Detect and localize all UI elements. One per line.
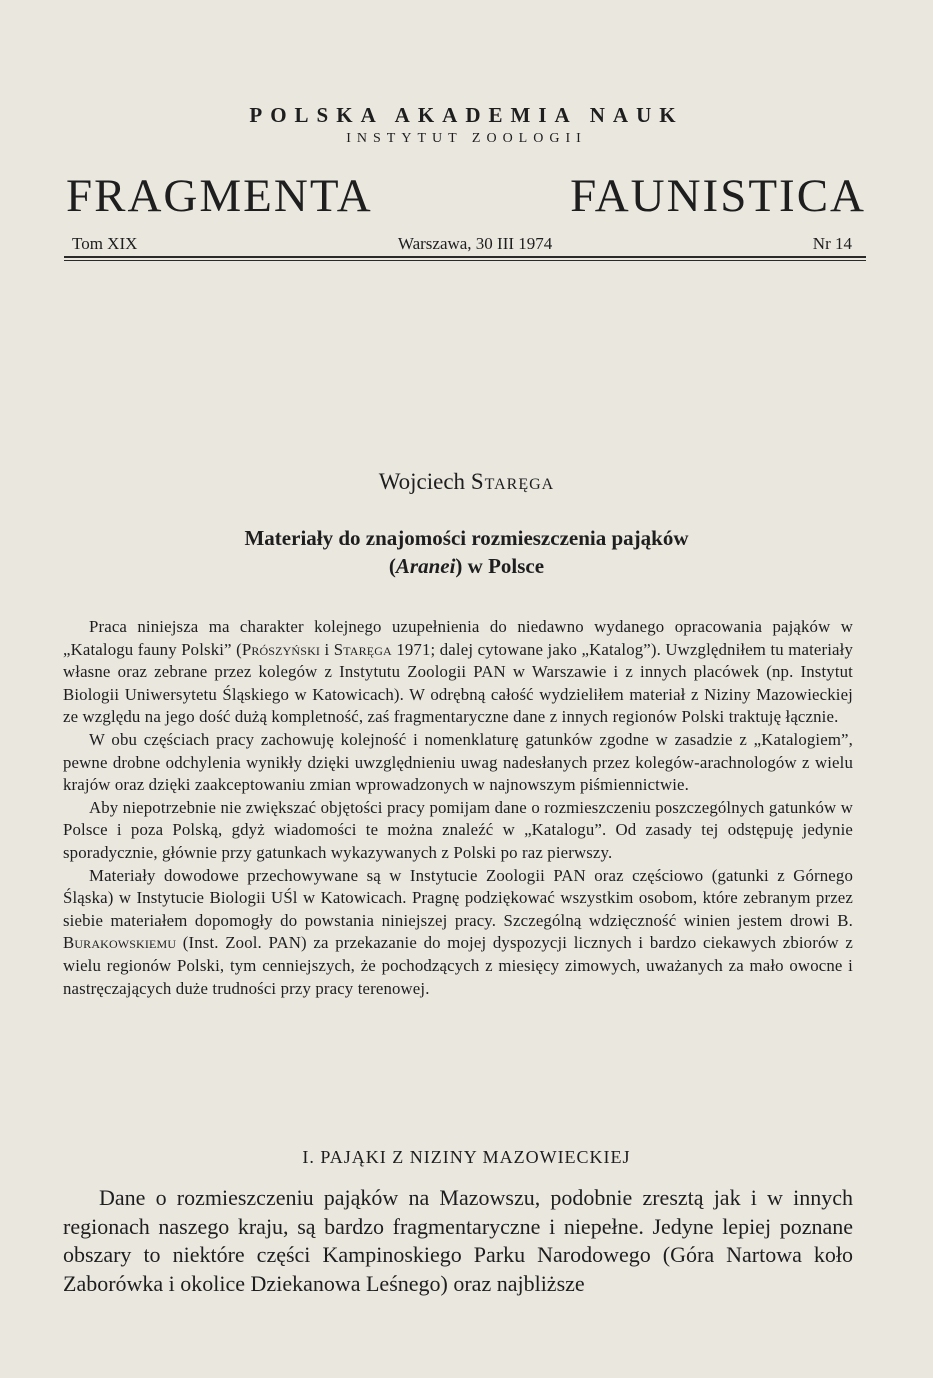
issue-number-label: Nr 14	[812, 234, 852, 253]
institute-name: INSTYTUT ZOOLOGII	[346, 131, 587, 146]
paragraph-1-text-b: i	[320, 639, 334, 659]
title-line-2	[0, 552, 933, 580]
paragraph-1-text-c: 1971; dalej cytowane jako „Katalog”). Uwzględniłem tu materiały własne oraz zebrane przez kolegów z Instytutu Zoologii PAN w Warszawie i z innych placówek (np. Instytut Biologii Uniwersytetu Śląskiego w Katowicach). W odrębną całość wydzieliłem materiał z Niziny Mazowieckiej ze względu na jego dość dużą kompletność, zaś fragmentaryczne dane z innych regionów Polski traktuję łącznie.	[63, 639, 853, 727]
author-last-name: Staręga	[470, 469, 555, 494]
title-paren-open: (	[388, 554, 396, 578]
paragraph-1-text-a: Praca niniejsza ma charakter kolejnego uzupełnienia do niedawno wydanego opracowania pająków w „Katalogu fauny Polski” (	[63, 617, 853, 659]
paragraph-4-text-b: (Inst. Zool. PAN) za przekazanie do mojej dyspozycji licznych i bardzo ciekawych zbiorów z wielu regionów Polski, tym cenniejszych, że pochodzących z miesięcy zimowych, uważanych za mało owocne i nastręczających duże trudności przy pracy terenowej.	[63, 933, 853, 998]
article-author	[0, 469, 933, 495]
masthead-rule-thin	[64, 260, 866, 261]
paragraph-4	[63, 865, 853, 1001]
paragraph-1	[63, 616, 853, 729]
paragraph-2: W obu częściach pracy zachowuję kolejność i nomenklaturę gatunków zgodne w zasadzie z „Katalogiem”, pewne drobne odchylenia wynikły dzięki uwzględnieniu uwag nadesłanych przez kolegów-arachnologów z wielu krajów oraz dzięki zaakceptowaniu zmian wprowadzonych w najnowszym piśmiennictwie.	[63, 729, 853, 795]
title-taxon: Aranei	[395, 554, 456, 578]
citation-author-1: Prószyński	[241, 639, 321, 659]
section-lead-text	[63, 1184, 853, 1299]
title-line-1: Materiały do znajomości rozmieszczenia pająków	[244, 526, 689, 550]
place-date-label: Warszawa, 30 III 1974	[397, 234, 553, 253]
journal-title: FRAGMENTA FAUNISTICA	[66, 170, 866, 222]
author-first-name: Wojciech	[378, 469, 466, 494]
issue-info-row	[72, 234, 852, 254]
paragraph-3: Aby niepotrzebnie nie zwiększać objętości pracy pomijam dane o rozmieszczeniu poszczególnych gatunków w Polsce i poza Polską, gdyż wiadomości te można znaleźć w „Katalogu”. Od zasady tej odstępuję jedynie sporadycznie, głównie przy gatunkach wykazywanych z Polski po raz pierwszy.	[63, 797, 853, 862]
article-title	[0, 524, 933, 580]
masthead-rule-thick	[64, 256, 866, 258]
paragraph-4-text-a: Materiały dowodowe przechowywane są w Instytucie Zoologii PAN oraz częściowo (gatunki z Górnego Śląska) w Instytucie Biologii UŚl w Katowicach. Pragnę podziękować wszystkim osobom, które zebranym przez siebie materiałem dopomogły do powstania niniejszej pracy. Szczególną wdzięczność winien jestem drowi B.	[63, 865, 853, 930]
acknowledged-person: Burakowskiemu	[63, 933, 177, 953]
introduction-text	[63, 616, 853, 1000]
volume-label: Tom XIX	[72, 234, 138, 253]
title-paren-close: )	[455, 554, 463, 578]
title-line-2-rest: w Polsce	[462, 554, 545, 578]
citation-author-2: Staręga	[333, 639, 392, 659]
section-paragraph: Dane o rozmieszczeniu pająków na Mazowszu, podobnie zresztą jak i w innych regionach naszego kraju, są bardzo fragmentaryczne i niepełne. Jedyne lepiej poznane obszary to niektóre części Kampinoskiego Parku Narodowego (Góra Nartowa koło Zaborówka i okolice Dziekanowa Leśnego) oraz najbliższe	[63, 1185, 853, 1297]
section-heading: I. PAJĄKI Z NIZINY MAZOWIECKIEJ	[302, 1147, 631, 1167]
academy-name: POLSKA AKADEMIA NAUK	[249, 103, 684, 127]
